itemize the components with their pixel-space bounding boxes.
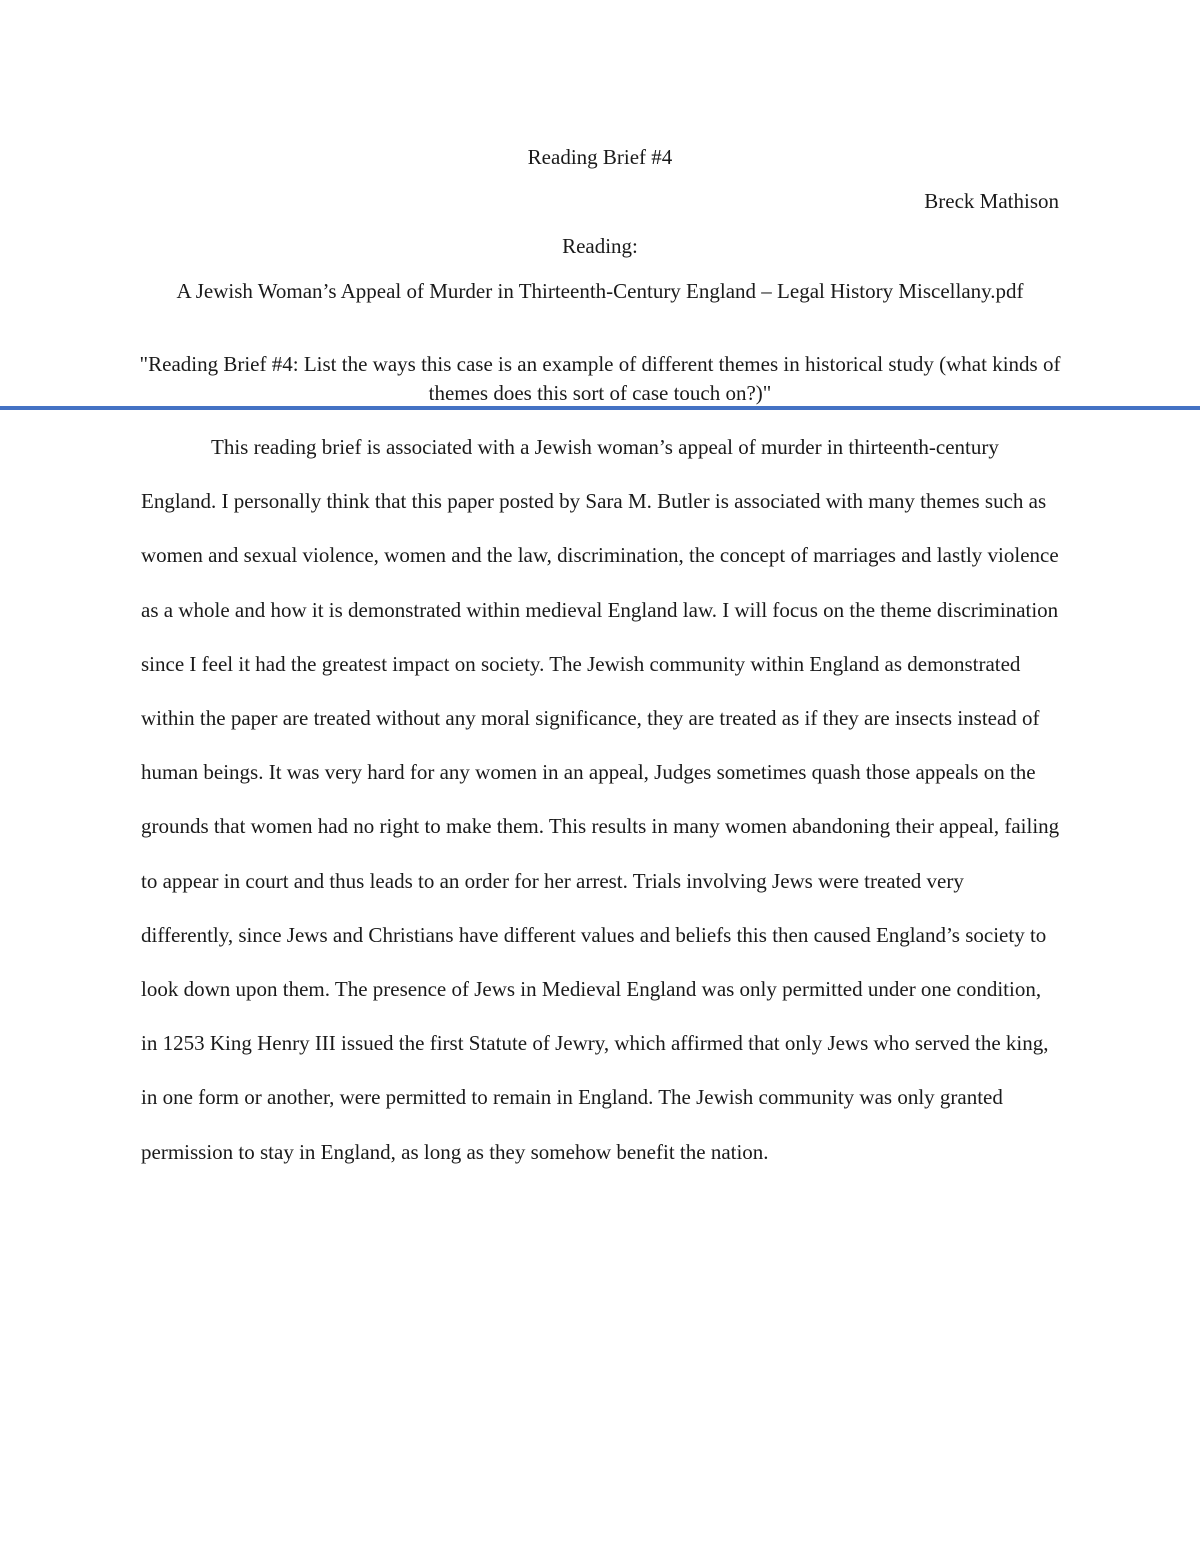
document-title: Reading Brief #4 — [527, 145, 673, 169]
reading-label: Reading: — [562, 234, 638, 258]
horizontal-divider — [0, 406, 1200, 410]
assignment-prompt: "Reading Brief #4: List the ways this case is an example of different themes in historical study (what kinds of themes does this sort of case touch on?)" — [139, 352, 1061, 405]
reading-title: A Jewish Woman’s Appeal of Murder in Thirteenth-Century England – Legal History Miscellany.pdf — [176, 279, 1024, 303]
body-paragraph: This reading brief is associated with a Jewish woman’s appeal of murder in thirteenth-century England. I personally think that this paper posted by Sara M. Butler is associated with many themes such as women and sexual violence, women and the law, discrimination, the concept of marriages and lastly violence as a whole and how it is demonstrated within medieval England law. I will focus on the theme discrimination since I feel it had the greatest impact on society. The Jewish community within England as demonstrated within the paper are treated without any moral significance, they are treated as if they are insects instead of human beings. It was very hard for any women in an appeal, Judges sometimes quash those appeals on the grounds that women had no right to make them. This results in many women abandoning their appeal, failing to appear in court and thus leads to an order for her arrest. Trials involving Jews were treated very differently, since Jews and Christians have different values and beliefs this then caused England’s society to look down upon them. The presence of Jews in Medieval England was only permitted under one condition, in 1253 King Henry III issued the first Statute of Jewry, which affirmed that only Jews who served the king, in one form or another, were permitted to remain in England. The Jewish community was only granted permission to stay in England, as long as they somehow benefit the nation. — [141, 435, 1060, 1164]
author-name: Breck Mathison — [924, 189, 1059, 213]
